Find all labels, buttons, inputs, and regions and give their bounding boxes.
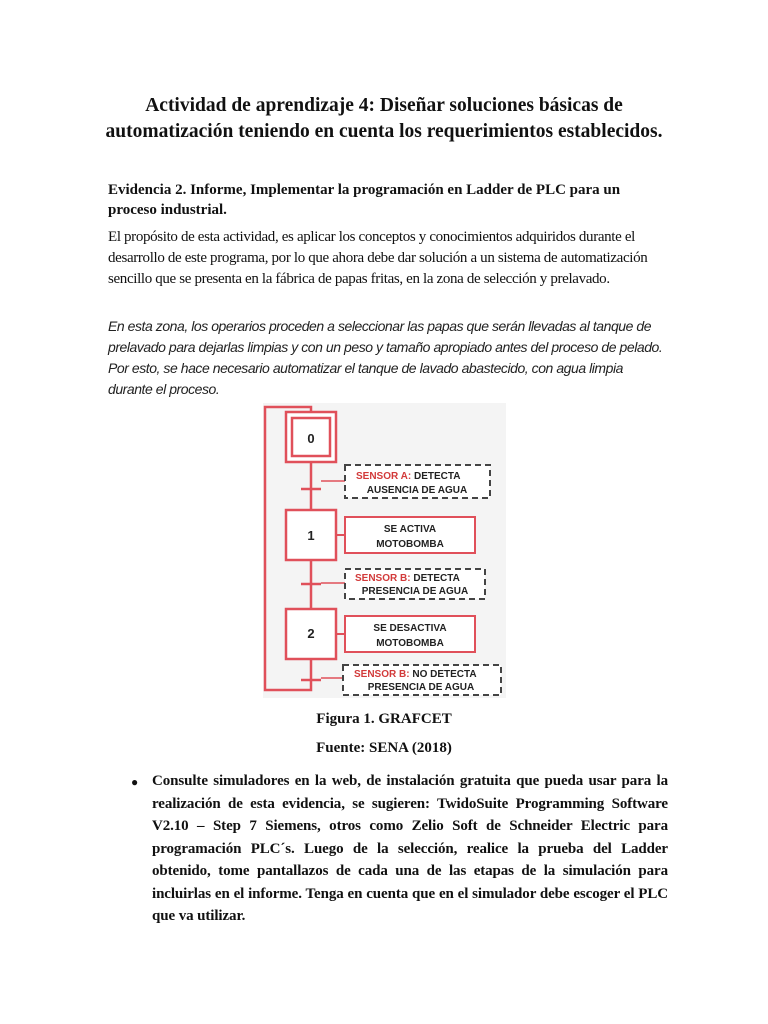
transition-1-sensor: SENSOR B: [355, 573, 411, 584]
bullet-marker: ● [131, 775, 139, 789]
transition-0-verb: DETECTA [411, 471, 461, 482]
zone-description-paragraph: En esta zona, los operarios proceden a seleccionar las papas que serán llevadas al tanque de prelavado para dejarlas limpias y con un peso y tamaño apropiado antes del proceso de pelado. Por esto, se hace necesario automatizar el tanque de lavado abastecido, con agua limpia durante el proceso. [108, 318, 663, 397]
step-1-label: 1 [307, 528, 315, 543]
step-2-label: 2 [307, 626, 315, 641]
transition-0-sensor: SENSOR A: [356, 471, 412, 482]
evidence-subtitle: Evidencia 2. Informe, Implementar la programación en Ladder de PLC para un proceso industrial. [108, 182, 621, 218]
transition-1-line2: PRESENCIA DE AGUA [361, 586, 469, 597]
instructions-bullet-item: Consulte simuladores en la web, de instalación gratuita que pueda usar para la realización de esta evidencia, se sugieren: TwidoSuite Programming Software V2.10 – Step 7 Siemens, otros como Zelio Soft de Schneider Electric para programación PLC´s. Luego de la selección, realice la prueba del Ladder obtenido, tome pantallazos de cada una de las etapas de la simulación para incluirlas en el informe. Tenga en cuenta que en el simulador debe escoger el PLC que va utilizar. [152, 773, 668, 924]
transition-2-verb: NO DETECTA [409, 669, 477, 680]
transition-0-line1 [356, 471, 460, 482]
transition-2-line1 [354, 669, 477, 680]
transition-1-line1 [355, 573, 460, 584]
action-1-line2: MOTOBOMBA [376, 539, 444, 550]
purpose-paragraph: El propósito de esta actividad, es aplicar los conceptos y conocimientos adquiridos durante el desarrollo de este programa, por lo que ahora debe dar solución a un sistema de automatización sencillo que se presenta en la fábrica de papas fritas, en la zona de selección y prelavado. [108, 229, 648, 287]
document-title: Actividad de aprendizaje 4: Diseñar soluciones básicas de automatización teniendo en cuenta los requerimientos establecidos. [105, 95, 663, 142]
action-2-line1: SE DESACTIVA [373, 623, 447, 634]
action-2-line2: MOTOBOMBA [376, 638, 444, 649]
figure-caption: Figura 1. GRAFCET [316, 711, 452, 727]
figure-source: Fuente: SENA (2018) [316, 740, 452, 756]
action-1-line1: SE ACTIVA [383, 524, 437, 535]
transition-2-sensor: SENSOR B: [354, 669, 410, 680]
grafcet-figure [263, 403, 506, 698]
step-0-label: 0 [307, 431, 315, 446]
transition-1-verb: DETECTA [410, 573, 460, 584]
transition-0-line2: AUSENCIA DE AGUA [366, 485, 468, 496]
grafcet-diagram [263, 403, 506, 698]
transition-2-line2: PRESENCIA DE AGUA [367, 682, 475, 693]
